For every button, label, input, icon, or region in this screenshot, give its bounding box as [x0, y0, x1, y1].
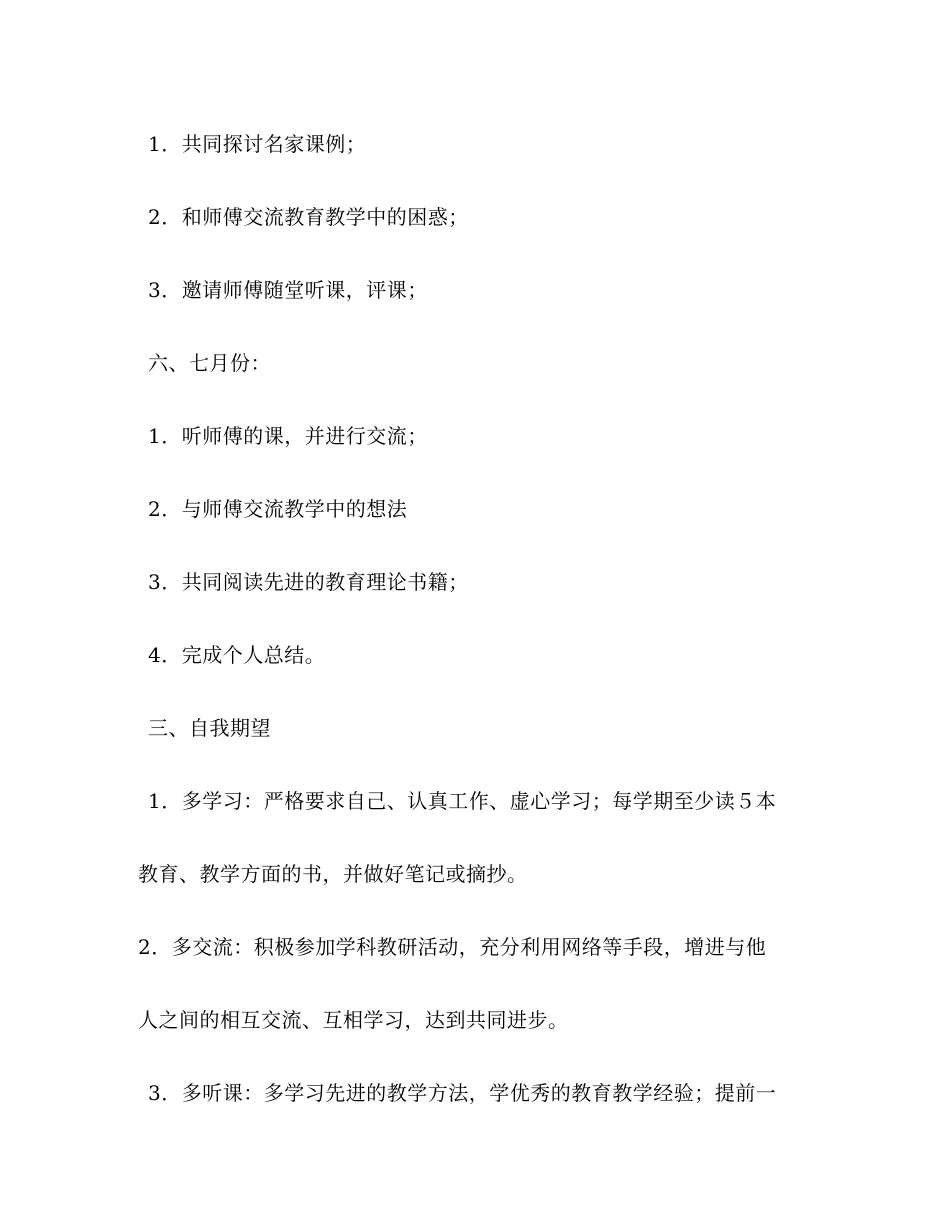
text-line: 2．多交流：积极参加学科教研活动，充分利用网络等手段，增进与他: [138, 935, 767, 959]
text-line: 2．和师傅交流教育教学中的困惑；: [148, 205, 469, 229]
text-line: 3．共同阅读先进的教育理论书籍；: [148, 570, 469, 594]
text-line: 1．听师傅的课，并进行交流；: [148, 424, 428, 448]
text-line: 3．多听课：多学习先进的教学方法，学优秀的教育教学经验；提前一: [148, 1081, 777, 1105]
text-line: 2．与师傅交流教学中的想法: [148, 497, 408, 521]
section-heading: 三、自我期望: [148, 716, 271, 740]
text-line: 1．共同探讨名家课例；: [148, 132, 367, 156]
text-line: 人之间的相互交流、互相学习，达到共同进步。: [138, 1008, 569, 1032]
text-line: 教育、教学方面的书，并做好笔记或摘抄。: [138, 862, 528, 886]
text-line: 3．邀请师傅随堂听课，评课；: [148, 278, 428, 302]
text-line: 4．完成个人总结。: [148, 643, 326, 667]
section-heading: 六、七月份：: [148, 351, 271, 375]
text-line: 1．多学习：严格要求自己、认真工作、虚心学习；每学期至少读５本: [148, 789, 777, 813]
